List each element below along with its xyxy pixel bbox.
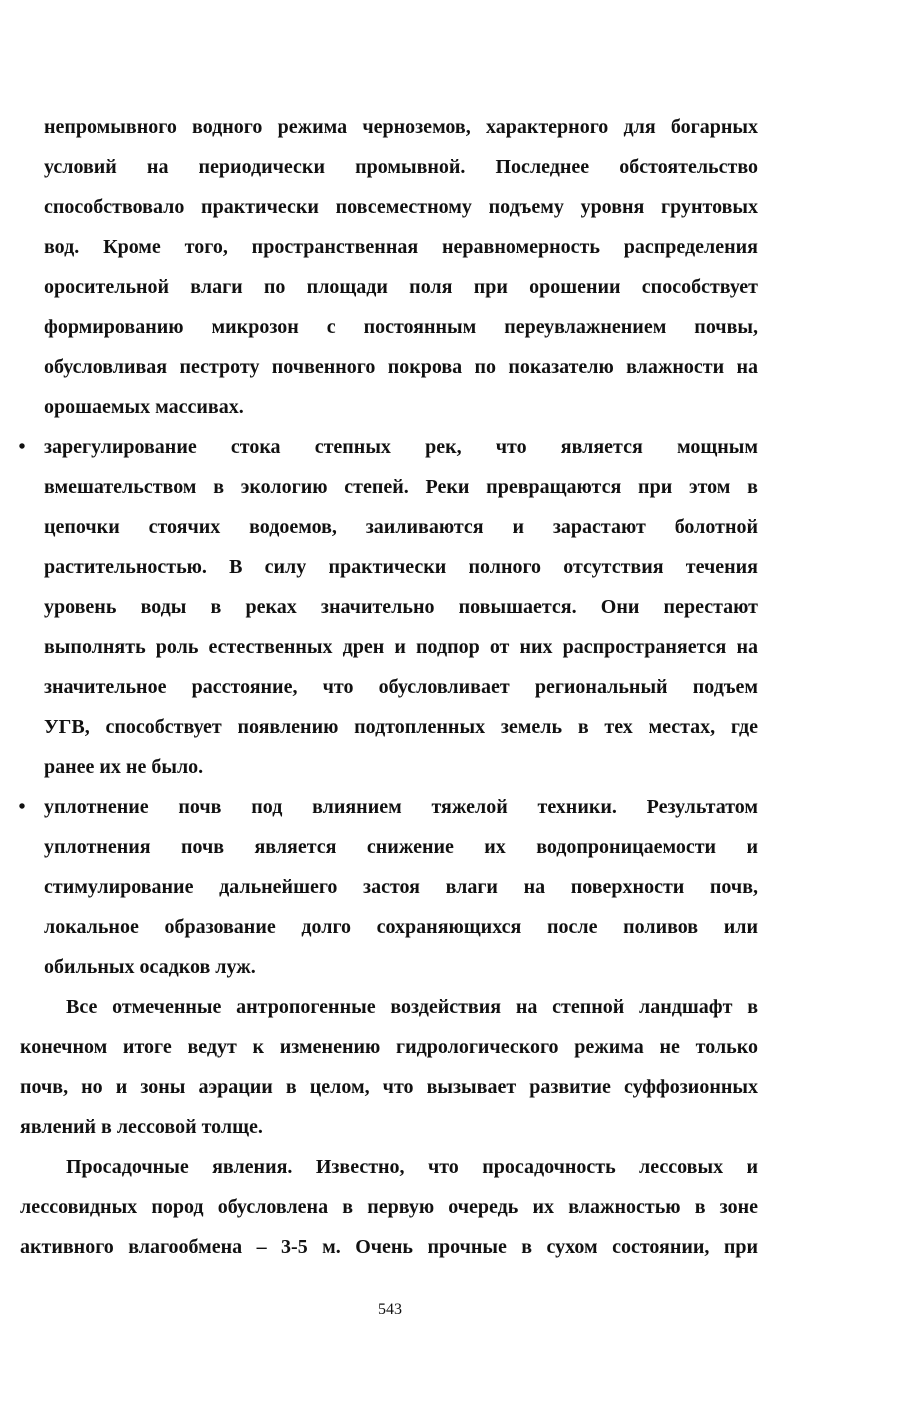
- text-line: орошаемых массивах.: [44, 396, 244, 418]
- text-line: ранее их не было.: [44, 756, 204, 778]
- text-line: активного влагообмена – 3-5 м. Очень прочные в сухом состоянии, при: [20, 1236, 758, 1258]
- text-line: почв, но и зоны аэрации в целом, что вызывает развитие суффозионных: [20, 1076, 758, 1098]
- text-line: явлений в лессовой толще.: [20, 1116, 263, 1138]
- text-line: значительное расстояние, что обусловливает региональный подъем: [44, 676, 758, 698]
- bullet-item-river-regulation: [18, 427, 758, 787]
- text-line: вод. Кроме того, пространственная неравномерность распределения: [44, 236, 758, 258]
- text-line: растительностью. В силу практически полного отсутствия течения: [44, 556, 758, 578]
- text-line: стимулирование дальнейшего застоя влаги на поверхности почв,: [44, 876, 758, 898]
- text-line: оросительной влаги по площади поля при орошении способствует: [44, 276, 758, 298]
- text-line: локальное образование долго сохраняющихся после поливов или: [44, 916, 758, 938]
- text-line: формированию микрозон с постоянным переувлажнением почвы,: [44, 316, 758, 338]
- text-line: уплотнение почв под влиянием тяжелой техники. Результатом: [44, 796, 758, 818]
- text-line: непромывного водного режима черноземов, характерного для богарных: [44, 116, 758, 138]
- text-line: уплотнения почв является снижение их водопроницаемости и: [44, 836, 758, 858]
- text-line: Просадочные явления. Известно, что просадочность лессовых и: [66, 1156, 758, 1178]
- text-line: Все отмеченные антропогенные воздействия на степной ландшафт в: [66, 996, 758, 1018]
- text-line: вмешательством в экологию степей. Реки превращаются при этом в: [44, 476, 758, 498]
- page-number: 543: [378, 1301, 402, 1318]
- text-line: зарегулирование стока степных рек, что является мощным: [44, 436, 758, 458]
- bullet-marker: •: [18, 796, 26, 818]
- bullet-marker: •: [18, 436, 26, 458]
- bullet-item-soil-compaction: [18, 787, 758, 987]
- text-line: цепочки стоячих водоемов, заиливаются и зарастают болотной: [44, 516, 758, 538]
- text-line: УГВ, способствует появлению подтопленных земель в тех местах, где: [44, 716, 758, 738]
- text-line: условий на периодически промывной. Последнее обстоятельство: [44, 156, 758, 178]
- text-line: обусловливая пестроту почвенного покрова по показателю влажности на: [44, 356, 758, 378]
- paragraph-subsidence: [20, 1147, 758, 1267]
- text-line: лессовидных пород обусловлена в первую очередь их влажностью в зоне: [20, 1196, 758, 1218]
- text-line: конечном итоге ведут к изменению гидрологического режима не только: [20, 1036, 758, 1058]
- text-line: уровень воды в реках значительно повышается. Они перестают: [44, 596, 758, 618]
- text-line: выполнять роль естественных дрен и подпор от них распространяется на: [44, 636, 758, 658]
- text-line: способствовало практически повсеместному подъему уровня грунтовых: [44, 196, 758, 218]
- text-line: обильных осадков луж.: [44, 956, 256, 978]
- paragraph-continuation: [44, 107, 758, 427]
- paragraph-summary: [20, 987, 758, 1147]
